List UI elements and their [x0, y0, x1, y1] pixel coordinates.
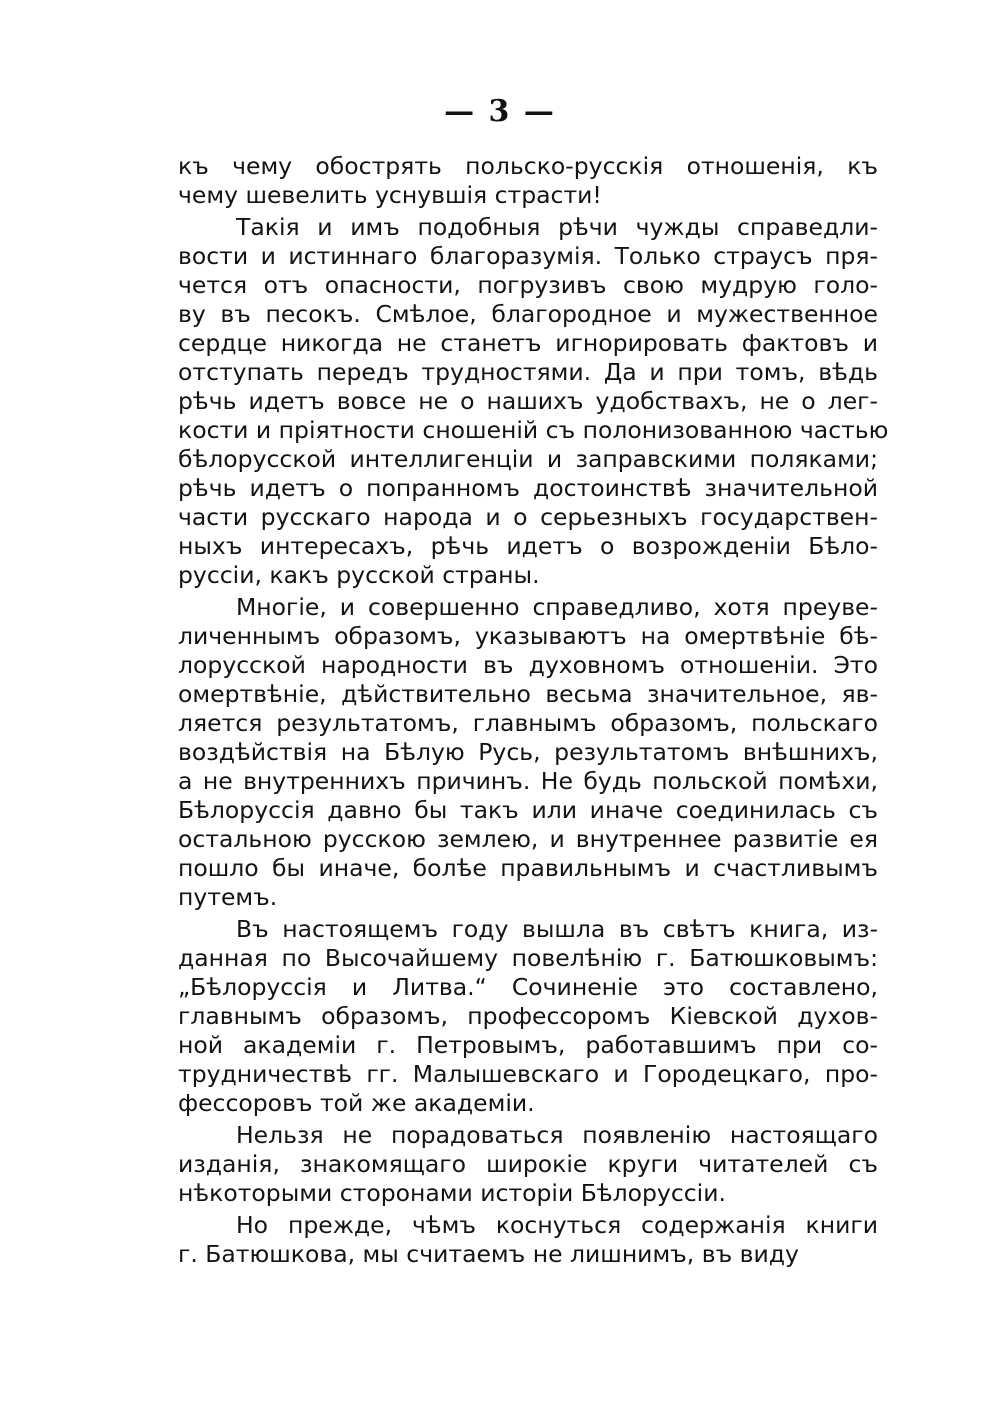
text-line: кости и пріятности сношеній съ полонизованною частью	[178, 416, 889, 444]
text-line: трудничествѣ гг. Малышевскаго и Городецкаго, про-	[178, 1060, 878, 1088]
text-line: Такія и имъ подобныя рѣчи чужды справедли-	[236, 213, 878, 241]
text-line: Но прежде, чѣмъ коснуться содержанія книги	[236, 1211, 878, 1239]
text-line: вости и истиннаго благоразумія. Только страусъ пря-	[178, 242, 878, 270]
text-line: Нельзя не порадоваться появленію настоящаго	[236, 1121, 878, 1149]
page-number: — 3 —	[444, 94, 556, 129]
text-line: чется отъ опасности, погрузивъ свою мудрую голо-	[178, 271, 878, 299]
text-line: изданія, знакомящаго широкіе круги читателей съ	[178, 1150, 878, 1178]
text-line: воздѣйствія на Бѣлую Русь, результатомъ внѣшнихъ,	[178, 738, 878, 766]
text-line: рѣчь идетъ вовсе не о нашихъ удобствахъ, не о лег-	[178, 387, 878, 415]
text-line: лорусской народности въ духовномъ отношеніи. Это	[178, 651, 878, 679]
text-line: сердце никогда не станетъ игнорировать фактовъ и	[178, 329, 878, 357]
text-line: ляется результатомъ, главнымъ образомъ, польскаго	[178, 709, 878, 737]
text-line: ныхъ интересахъ, рѣчь идетъ о возрожденіи Бѣло-	[178, 532, 878, 560]
paragraph	[178, 213, 889, 590]
text-line: къ чему обострять польско-русскія отношенія, къ	[178, 152, 878, 180]
paragraph	[178, 1211, 878, 1269]
text-line: ву въ песокъ. Смѣлое, благородное и мужественное	[178, 300, 878, 328]
text-line: личеннымъ образомъ, указываютъ на омертвѣніе бѣ-	[178, 622, 878, 650]
text-line: части русскаго народа и о серьезныхъ государствен-	[178, 503, 878, 531]
paragraph	[178, 1121, 878, 1208]
text-line: чему шевелить уснувшія страсти!	[178, 181, 602, 209]
text-line: омертвѣніе, дѣйствительно весьма значительное, яв-	[178, 680, 878, 708]
text-line: а не внутреннихъ причинъ. Не будь польской помѣхи,	[178, 767, 878, 795]
paragraph	[178, 593, 878, 912]
text-line: ной академіи г. Петровымъ, работавшимъ при со-	[178, 1031, 878, 1059]
text-line: пошло бы иначе, болѣе правильнымъ и счастливымъ	[178, 854, 878, 882]
text-line: Многіе, и совершенно справедливо, хотя преуве-	[236, 593, 878, 621]
text-line: „Бѣлоруссія и Литва.“ Сочиненіе это составлено,	[178, 973, 878, 1001]
text-line: г. Батюшкова, мы считаемъ не лишнимъ, въ виду	[178, 1240, 799, 1268]
paragraph	[178, 915, 878, 1118]
paragraph	[178, 152, 878, 210]
text-line: нѣкоторыми сторонами исторіи Бѣлоруссіи.	[178, 1179, 726, 1207]
text-line: главнымъ образомъ, профессоромъ Кіевской духов-	[178, 1002, 878, 1030]
text-line: рѣчь идетъ о попранномъ достоинствѣ значительной	[178, 474, 878, 502]
text-line: данная по Высочайшему повелѣнію г. Батюшковымъ:	[178, 944, 878, 972]
body-text	[178, 152, 889, 1269]
text-line: остальною русскою землею, и внутреннее развитіе ея	[178, 825, 878, 853]
text-line: бѣлорусской интеллигенціи и заправскими поляками;	[178, 445, 878, 473]
text-line: Бѣлоруссія давно бы такъ или иначе соединилась съ	[178, 796, 878, 824]
text-line: отступать передъ трудностями. Да и при томъ, вѣдь	[178, 358, 878, 386]
text-line: руссіи, какъ русской страны.	[178, 561, 540, 589]
text-line: путемъ.	[178, 883, 278, 911]
text-line: фессоровъ той же академіи.	[178, 1089, 535, 1117]
text-line: Въ настоящемъ году вышла въ свѣтъ книга, из-	[236, 915, 878, 943]
